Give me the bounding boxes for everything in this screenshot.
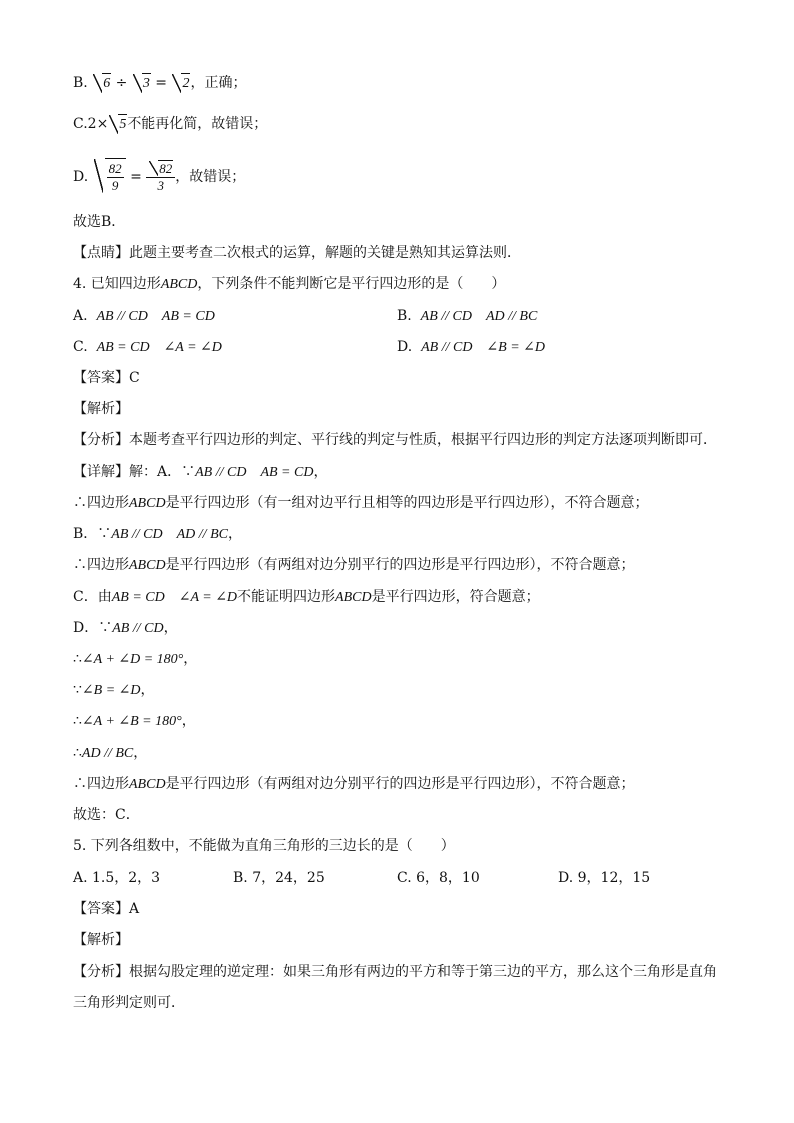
- detail-d1: D．∵AB // CD，: [73, 620, 178, 636]
- option-b-explanation: B. 6 ÷ 3 = 2，正确；: [73, 73, 246, 94]
- sqrt-expression: 6: [93, 73, 111, 94]
- option-label: B.: [73, 75, 88, 91]
- answer-4: 【答案】C: [73, 370, 140, 386]
- detail-a2: ∴四边形ABCD是平行四边形（有一组对边平行且相等的四边形是平行四边形），不符合题意；: [73, 495, 649, 511]
- analysis-5-line1: 【分析】根据勾股定理的逆定理：如果三角形有两边的平方和等于第三边的平方，那么这个三角形是直角: [73, 964, 717, 980]
- sqrt-fraction: $\frac{82}{9}$: [94, 158, 126, 194]
- q4-option-b: B. AB // CD AD // BC: [397, 308, 538, 324]
- question-5: 5. 下列各组数中，不能做为直角三角形的三边长的是（ ）: [73, 838, 455, 854]
- detail-d4: ∴∠A + ∠B = 180°，: [73, 713, 196, 729]
- analysis-5-line2: 三角形判定则可．: [73, 995, 185, 1011]
- fraction: $\frac{82}{3}$: [146, 160, 175, 194]
- option-c-explanation: C.2× 5不能再化简，故错误；: [73, 114, 267, 135]
- sqrt-expression: 2: [172, 73, 190, 94]
- dianjing-note: 【点睛】此题主要考查二次根式的运算，解题的关键是熟知其运算法则．: [73, 245, 521, 261]
- detail-d3: ∵∠B = ∠D，: [73, 682, 155, 698]
- sqrt-expression: 3: [133, 73, 151, 94]
- choose-answer: 故选B．: [73, 214, 126, 230]
- q5-option-c: C. 6，8，10: [397, 870, 480, 886]
- q4-option-a: A. AB // CD AB = CD: [73, 308, 215, 324]
- q5-option-b: B. 7，24，25: [233, 870, 325, 886]
- q5-option-a: A. 1.5，2，3: [73, 870, 161, 886]
- detail-a1: 【详解】解：A．∵AB // CD AB = CD，: [73, 464, 328, 480]
- analysis-heading-5: 【解析】: [73, 932, 129, 948]
- detail-c: C．由AB = CD ∠A = ∠D不能证明四边形ABCD是平行四边形，符合题意；: [73, 589, 540, 605]
- analysis-4: 【分析】本题考查平行四边形的判定、平行线的判定与性质，根据平行四边形的判定方法逐项判断即可．: [73, 432, 717, 448]
- sqrt-expression: 5: [109, 114, 127, 135]
- detail-d5: ∴AD // BC，: [73, 745, 148, 761]
- answer-5: 【答案】A: [73, 901, 140, 917]
- detail-b1: B．∵AB // CD AD // BC，: [73, 526, 242, 542]
- detail-d2: ∴∠A + ∠D = 180°，: [73, 651, 198, 667]
- option-d-explanation: D. $\frac{82}{9}$ = $\frac{82}{3}$ ，故错误；: [73, 158, 245, 194]
- detail-d6: ∴四边形ABCD是平行四边形（有两组对边分别平行的四边形是平行四边形），不符合题意；: [73, 776, 635, 792]
- detail-b2: ∴四边形ABCD是平行四边形（有两组对边分别平行的四边形是平行四边形），不符合题意；: [73, 557, 635, 573]
- q5-option-d: D. 9，12，15: [558, 870, 651, 886]
- q4-option-c: C. AB = CD ∠A = ∠D: [73, 339, 222, 355]
- question-4: 4. 已知四边形ABCD，下列条件不能判断它是平行四边形的是（ ）: [73, 276, 506, 292]
- analysis-heading-4: 【解析】: [73, 401, 129, 417]
- choose-answer-c: 故选：C．: [73, 807, 140, 823]
- q4-option-d: D. AB // CD ∠B = ∠D: [397, 339, 545, 355]
